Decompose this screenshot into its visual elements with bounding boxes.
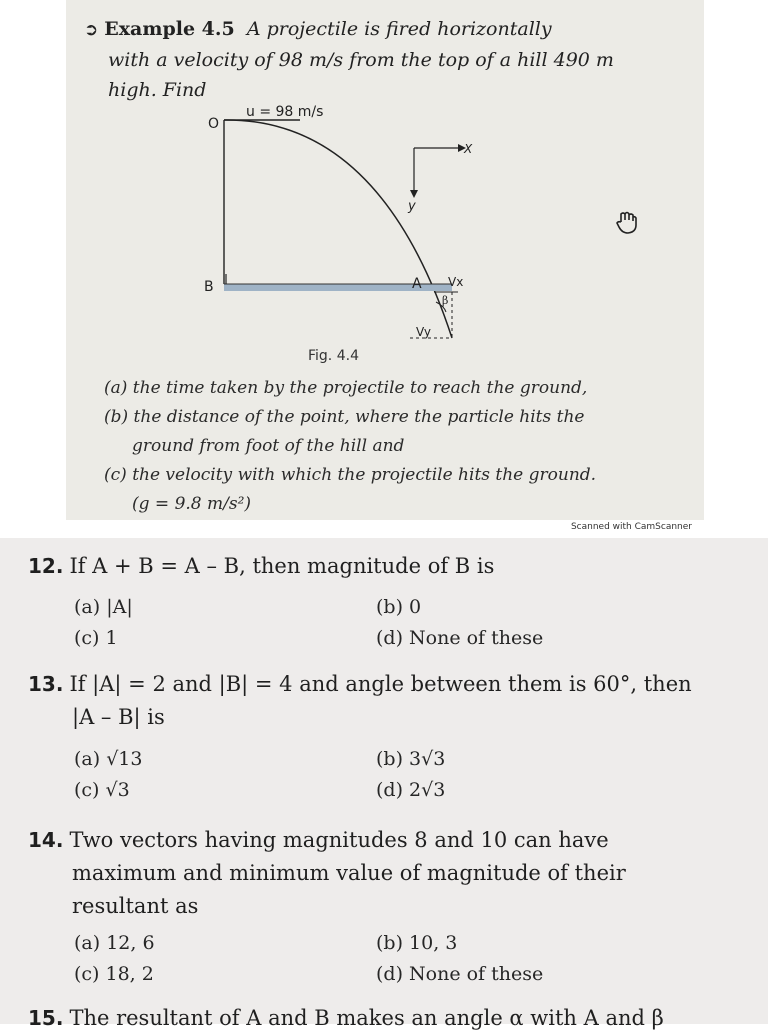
part-c: (c) the velocity with which the projectile hits the ground.: [104, 465, 597, 485]
option-a: (a) |A|: [74, 596, 133, 618]
example-line-2: with a velocity of 98 m/s from the top of a hill 490 m: [108, 49, 614, 71]
part-b-cont: ground from foot of the hill and: [132, 436, 405, 456]
example-parts: [104, 374, 624, 519]
example-statement: [84, 14, 684, 105]
question-15: [28, 1002, 708, 1035]
option-b: (b) 0: [376, 596, 422, 618]
question-stem: If A + B = A – B, then magnitude of B is: [69, 554, 495, 578]
figure-caption: Fig. 4.4: [308, 348, 359, 364]
label-u: u = 98 m/s: [246, 104, 324, 120]
label-b: B: [204, 279, 214, 295]
option-d: (d) 2√3: [376, 779, 446, 801]
option-a: (a) 12, 6: [74, 932, 155, 954]
question-14: [28, 824, 708, 923]
option-d: (d) None of these: [376, 627, 544, 649]
gravity-note: (g = 9.8 m/s²): [132, 494, 252, 514]
question-12-options: [74, 592, 634, 654]
label-y-axis: y: [408, 199, 416, 214]
question-14-options: [74, 928, 634, 990]
option-c: (c) 1: [74, 627, 118, 649]
option-c: (c) 18, 2: [74, 963, 154, 985]
question-12: [28, 550, 708, 583]
question-stem: The resultant of A and B makes an angle α with A and β: [69, 1006, 664, 1030]
part-b: (b) the distance of the point, where the particle hits the: [104, 407, 585, 427]
trajectory-curve: [224, 120, 452, 338]
option-c: (c) √3: [74, 779, 130, 801]
label-vx: Vx: [448, 275, 464, 289]
question-number: 12.: [28, 554, 64, 578]
question-number: 14.: [28, 828, 64, 852]
example-line-1: A projectile is fired horizontally: [246, 18, 552, 40]
label-beta: β: [442, 294, 449, 307]
question-13: [28, 668, 708, 734]
example-line-3: high. Find: [108, 79, 207, 101]
label-a: A: [412, 276, 422, 292]
arrow-bullet-icon: ➲: [84, 20, 99, 40]
scan-page-questions: [0, 538, 768, 1030]
question-stem-cont: maximum and minimum value of magnitude of their: [72, 861, 626, 885]
example-heading: Example 4.5: [104, 18, 235, 40]
question-stem-cont: |A – B| is: [72, 705, 165, 729]
hand-cursor-icon: [612, 206, 642, 236]
question-13-options: [74, 744, 634, 806]
question-stem: Two vectors having magnitudes 8 and 10 can have: [69, 828, 609, 852]
scanner-watermark: Scanned with CamScanner: [570, 522, 692, 532]
question-stem-cont-2: resultant as: [72, 894, 199, 918]
question-number: 15.: [28, 1006, 64, 1030]
question-number: 13.: [28, 672, 64, 696]
question-stem: If |A| = 2 and |B| = 4 and angle between them is 60°, then: [69, 672, 692, 696]
option-a: (a) √13: [74, 748, 143, 770]
option-b: (b) 10, 3: [376, 932, 458, 954]
label-o: O: [208, 116, 220, 132]
y-axis-head: [410, 190, 418, 198]
projectile-figure: [190, 98, 490, 358]
part-a: (a) the time taken by the projectile to reach the ground,: [104, 378, 588, 398]
label-vy: Vy: [416, 325, 431, 339]
option-b: (b) 3√3: [376, 748, 446, 770]
option-d: (d) None of these: [376, 963, 544, 985]
label-x-axis: X: [464, 142, 473, 156]
